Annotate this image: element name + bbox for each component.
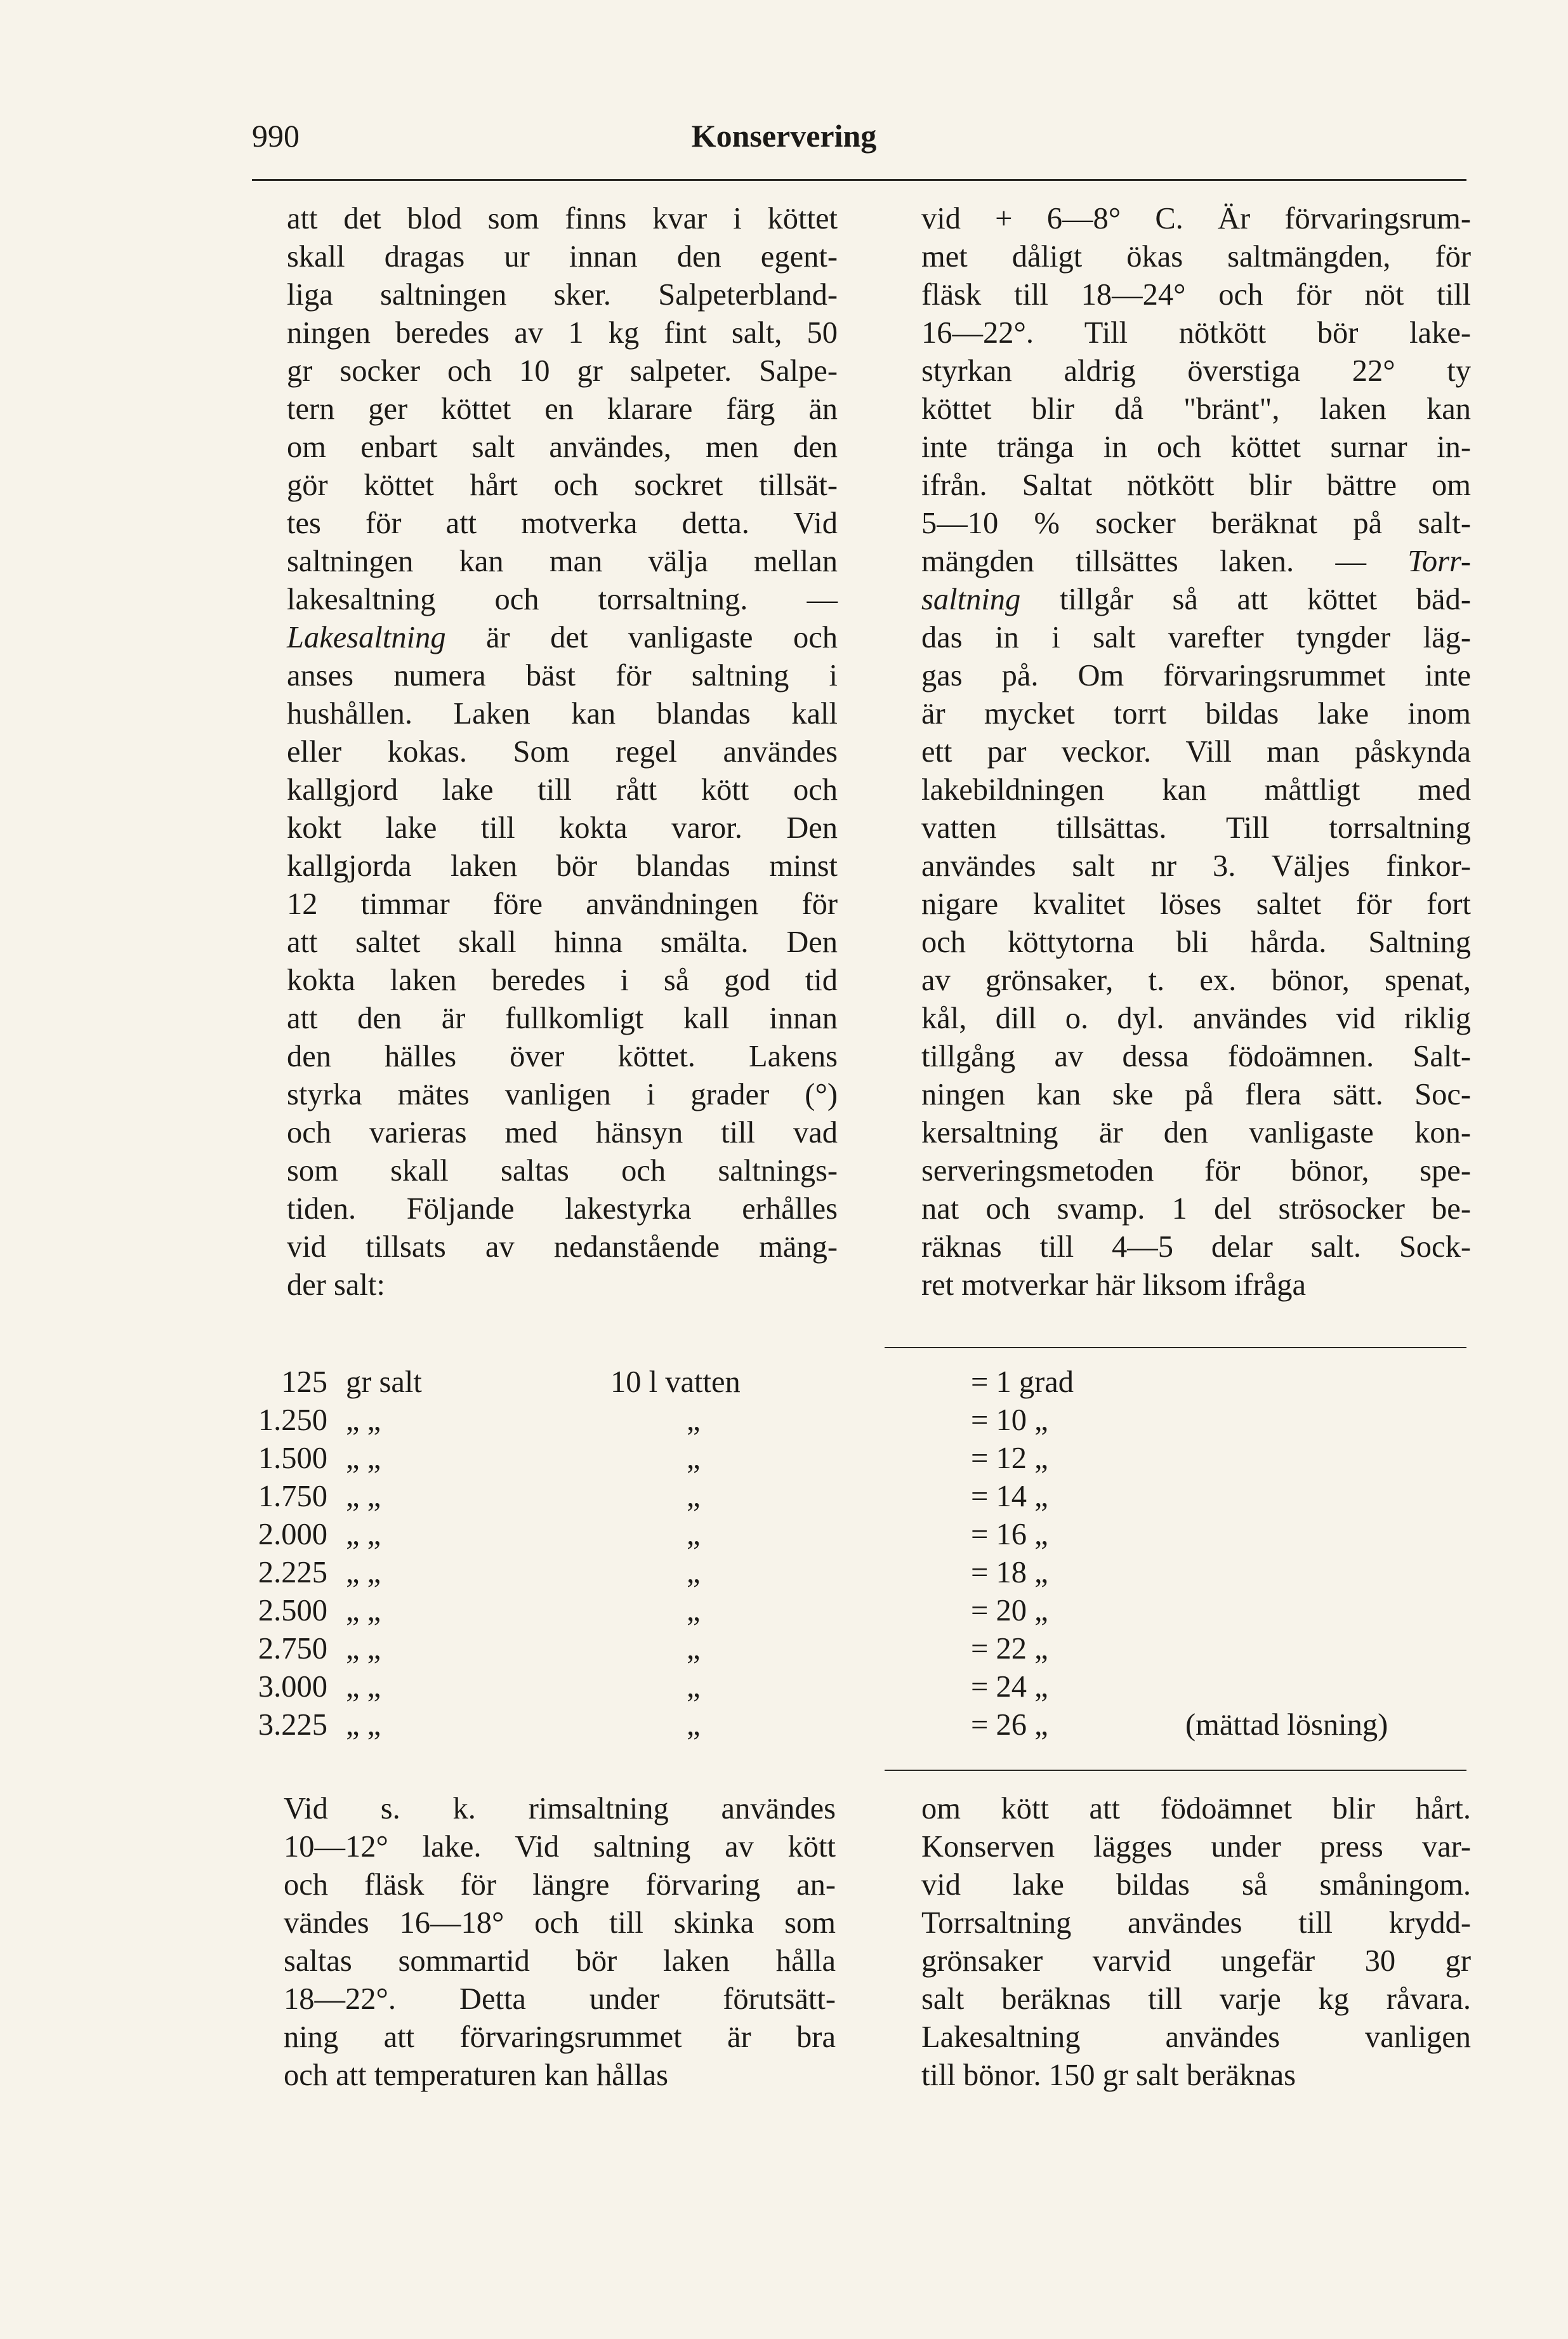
table-row — [0, 1517, 1568, 1555]
salt-amount: 2.500 — [258, 1594, 327, 1627]
text-line: gr socker och 10 gr salpeter. Salpe- — [287, 354, 838, 388]
text-line: styrkan aldrig överstiga 22° ty — [921, 354, 1471, 388]
text-line: ett par veckor. Vill man påskynda — [921, 735, 1471, 769]
water-amount: „ — [687, 1632, 701, 1666]
text-line: och fläsk för längre förvaring an- — [284, 1868, 836, 1902]
table-row — [0, 1631, 1568, 1669]
text-line: vid tillsats av nedanstående mäng- — [287, 1230, 838, 1264]
table-row — [0, 1479, 1568, 1517]
text-line: tillgång av dessa födoämnen. Salt- — [921, 1040, 1471, 1073]
water-amount: „ — [687, 1556, 701, 1589]
lower-left-column — [284, 1790, 836, 2095]
water-amount: „ — [687, 1708, 701, 1742]
salt-unit: „ „ — [346, 1518, 381, 1551]
brine-grade: = 16 „ — [971, 1518, 1048, 1551]
text-line: saltas sommartid bör laken hålla — [284, 1944, 836, 1978]
salt-amount: 125 — [281, 1365, 327, 1399]
text-line: Konserven lägges under press var- — [921, 1830, 1471, 1864]
text-line: vid + 6—8° C. Är förvaringsrum- — [921, 202, 1471, 235]
text-line: köttet blir då "bränt", laken kan — [921, 392, 1471, 426]
table-top-rule — [885, 1347, 1466, 1348]
text-line: den hälles över köttet. Lakens — [287, 1040, 838, 1073]
text-line: lakesaltning och torrsaltning. — — [287, 583, 838, 616]
text-line: 10—12° lake. Vid saltning av kött — [284, 1830, 836, 1864]
text-line: styrka mätes vanligen i grader (°) — [287, 1078, 838, 1111]
water-amount: 10 l vatten — [610, 1365, 741, 1399]
text-line: kokt lake till kokta varor. Den — [287, 811, 838, 845]
salt-unit: gr salt — [346, 1365, 422, 1399]
text-line: kokta laken beredes i så god tid — [287, 964, 838, 997]
table-row — [0, 1365, 1568, 1403]
brine-grade: = 26 „ — [971, 1708, 1048, 1742]
salt-unit: „ „ — [346, 1708, 381, 1742]
salt-unit: „ „ — [346, 1480, 381, 1513]
lower-right-column — [921, 1790, 1471, 2095]
brine-strength-table — [0, 1365, 1568, 1758]
text-line: användes salt nr 3. Väljes finkor- — [921, 849, 1471, 883]
text-line: nigare kvalitet löses saltet för fort — [921, 887, 1471, 921]
salt-unit: „ „ — [346, 1632, 381, 1666]
text-line: der salt: — [287, 1268, 385, 1302]
text-line: lakebildningen kan måttligt med — [921, 773, 1471, 807]
text-line: ningen kan ske på flera sätt. Soc- — [921, 1078, 1471, 1111]
salt-unit: „ „ — [346, 1403, 381, 1437]
header-rule — [252, 179, 1466, 181]
text-line: kallgjorda laken bör blandas minst — [287, 849, 838, 883]
text-line: met dåligt ökas saltmängden, för — [921, 240, 1471, 274]
brine-grade: = 20 „ — [971, 1594, 1048, 1627]
text-line: att det blod som finns kvar i köttet — [287, 202, 838, 235]
salt-amount: 2.225 — [258, 1556, 327, 1589]
text-line: 16—22°. Till nötkött bör lake- — [921, 316, 1471, 350]
text-line: saltning tillgår så att köttet bäd- — [921, 583, 1471, 616]
text-line: kersaltning är den vanligaste kon- — [921, 1116, 1471, 1150]
text-line: att saltet skall hinna smälta. Den — [287, 925, 838, 959]
page-number: 990 — [252, 118, 300, 154]
table-bottom-rule — [885, 1770, 1466, 1771]
table-row — [0, 1593, 1568, 1631]
text-line: mängden tillsättes laken. — Torr- — [921, 545, 1471, 578]
text-line: saltningen kan man välja mellan — [287, 545, 838, 578]
text-line: serveringsmetoden för bönor, spe- — [921, 1154, 1471, 1188]
text-line: räknas till 4—5 delar salt. Sock- — [921, 1230, 1471, 1264]
text-line: 12 timmar före användningen för — [287, 887, 838, 921]
text-line: hushållen. Laken kan blandas kall — [287, 697, 838, 731]
text-line: Lakesaltning är det vanligaste och — [287, 621, 838, 654]
brine-grade: = 10 „ — [971, 1403, 1048, 1437]
text-line: att den är fullkomligt kall innan — [287, 1002, 838, 1035]
salt-amount: 1.750 — [258, 1480, 327, 1513]
upper-right-column — [921, 200, 1471, 1304]
water-amount: „ — [687, 1518, 701, 1551]
table-row — [0, 1669, 1568, 1707]
text-line: och köttytorna bli hårda. Saltning — [921, 925, 1471, 959]
text-line: vatten tillsättas. Till torrsaltning — [921, 811, 1471, 845]
text-line: ningen beredes av 1 kg fint salt, 50 — [287, 316, 838, 350]
brine-grade: = 24 „ — [971, 1670, 1048, 1704]
text-line: nat och svamp. 1 del strösocker be- — [921, 1192, 1471, 1226]
text-line: tiden. Följande lakestyrka erhålles — [287, 1192, 838, 1226]
text-line: vid lake bildas så småningom. — [921, 1868, 1471, 1902]
text-line: om kött att födoämnet blir hårt. — [921, 1792, 1471, 1825]
text-line: skall dragas ur innan den egent- — [287, 240, 838, 274]
text-line: till bönor. 150 gr salt beräknas — [921, 2058, 1296, 2092]
text-line: ning att förvaringsrummet är bra — [284, 2020, 836, 2054]
text-line: grönsaker varvid ungefär 30 gr — [921, 1944, 1471, 1978]
text-line: ret motverkar här liksom ifråga — [921, 1268, 1307, 1302]
text-line: Torrsaltning användes till krydd- — [921, 1906, 1471, 1940]
text-line: Lakesaltning användes vanligen — [921, 2020, 1471, 2054]
salt-amount: 1.500 — [258, 1441, 327, 1475]
table-row — [0, 1403, 1568, 1441]
salt-unit: „ „ — [346, 1441, 381, 1475]
salt-amount: 3.000 — [258, 1670, 327, 1704]
text-line: 5—10 % socker beräknat på salt- — [921, 507, 1471, 540]
text-line: vändes 16—18° och till skinka som — [284, 1906, 836, 1940]
table-note: (mättad lösning) — [1185, 1708, 1388, 1742]
text-line: liga saltningen sker. Salpeterbland- — [287, 278, 838, 312]
text-line: gör köttet hårt och sockret tillsät- — [287, 468, 838, 502]
brine-grade: = 12 „ — [971, 1441, 1048, 1475]
salt-unit: „ „ — [346, 1670, 381, 1704]
salt-amount: 2.000 — [258, 1518, 327, 1551]
brine-grade: = 18 „ — [971, 1556, 1048, 1589]
text-line: av grönsaker, t. ex. bönor, spenat, — [921, 964, 1471, 997]
page-title: Konservering — [691, 118, 877, 154]
upper-left-column — [287, 200, 838, 1304]
text-line: kål, dill o. dyl. användes vid riklig — [921, 1002, 1471, 1035]
brine-grade: = 22 „ — [971, 1632, 1048, 1666]
salt-unit: „ „ — [346, 1556, 381, 1589]
text-line: anses numera bäst för saltning i — [287, 659, 838, 692]
text-line: 18—22°. Detta under förutsätt- — [284, 1982, 836, 2016]
water-amount: „ — [687, 1403, 701, 1437]
salt-amount: 3.225 — [258, 1708, 327, 1742]
text-line: tes för att motverka detta. Vid — [287, 507, 838, 540]
brine-grade: = 1 grad — [971, 1365, 1074, 1399]
water-amount: „ — [687, 1480, 701, 1513]
text-line: om enbart salt användes, men den — [287, 430, 838, 464]
salt-amount: 1.250 — [258, 1403, 327, 1437]
table-row — [0, 1555, 1568, 1593]
water-amount: „ — [687, 1441, 701, 1475]
water-amount: „ — [687, 1594, 701, 1627]
text-line: das in i salt varefter tyngder läg- — [921, 621, 1471, 654]
text-line: kallgjord lake till rått kött och — [287, 773, 838, 807]
text-line: är mycket torrt bildas lake inom — [921, 697, 1471, 731]
brine-grade: = 14 „ — [971, 1480, 1048, 1513]
text-line: eller kokas. Som regel användes — [287, 735, 838, 769]
text-line: och att temperaturen kan hållas — [284, 2058, 668, 2092]
text-line: inte tränga in och köttet surnar in- — [921, 430, 1471, 464]
text-line: gas på. Om förvaringsrummet inte — [921, 659, 1471, 692]
water-amount: „ — [687, 1670, 701, 1704]
text-line: Vid s. k. rimsaltning användes — [284, 1792, 836, 1825]
text-line: tern ger köttet en klarare färg än — [287, 392, 838, 426]
text-line: och varieras med hänsyn till vad — [287, 1116, 838, 1150]
text-line: fläsk till 18—24° och för nöt till — [921, 278, 1471, 312]
table-row — [0, 1707, 1568, 1746]
text-line: som skall saltas och saltnings- — [287, 1154, 838, 1188]
salt-unit: „ „ — [346, 1594, 381, 1627]
text-line: ifrån. Saltat nötkött blir bättre om — [921, 468, 1471, 502]
text-line: salt beräknas till varje kg råvara. — [921, 1982, 1471, 2016]
salt-amount: 2.750 — [258, 1632, 327, 1666]
table-row — [0, 1441, 1568, 1479]
